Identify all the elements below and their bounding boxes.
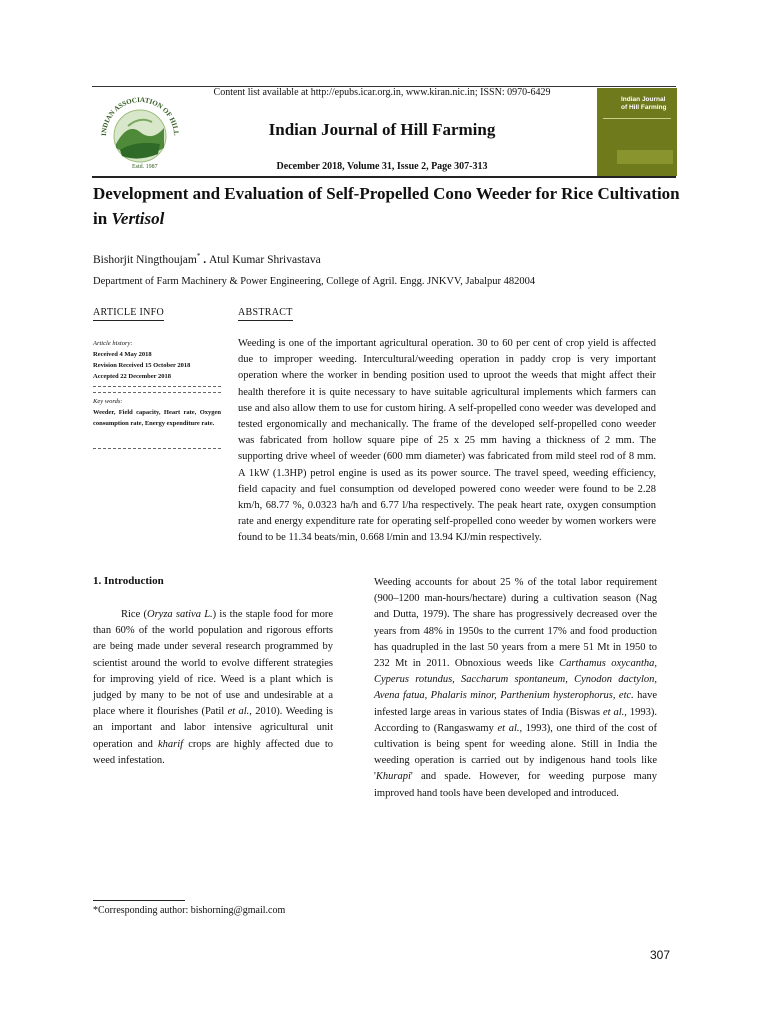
intro-paragraph-1: Rice (Oryza sativa L.) is the staple food for more than 60% of the world population and rigorous efforts are being made under several research programmed by scientist around the world to evolve different strategies for improving yield of rice. Weed is a plant which is judged by many to be not of use and undesirable at a place where it flourishes (Patil et al., 2010). Weeding is an important and labor intensive agricultural unit operation and kharif crops are highly affected due to weed infestation. bbox=[93, 609, 333, 766]
intro-paragraph-2: Weeding accounts for about 25 % of the total labor requirement (900–1200 man-hours/hectare) during a cultivation season (Nag and Dutta, 1979). The share has progressively decreased over the years from 48% in 1950s to the current 17% and food production has quadrupled in the last 50 years from a mere 51 Mt in 1950 to 232 Mt in 2011. Obnoxious weeds like Carthamus oxycantha, Cyperus rotundus, Saccharum spontaneum, Cynodon dactylon, Avena fatua, Phalaris minor, Parthenium hysterophorus, etc. have infested large areas in various states of India (Biswas et al., 1993). According to (Rangaswamy et al., 1993), one third of the cost of cultivation is being spent for weeding alone. Still in India the weeding operation is carried out by indigenous hand tools like 'Khurapi' and spade. However, for weeding purpose many improved hand tools have been developed and introduced. bbox=[374, 577, 658, 799]
keywords-block bbox=[93, 396, 221, 429]
keywords-label: Key words: bbox=[93, 398, 123, 405]
corresponding-author-note bbox=[93, 905, 285, 916]
affiliation: Department of Farm Machinery & Power Engineering, College of Agril. Engg. JNKVV, Jabalpur 482004 bbox=[93, 276, 536, 287]
footnote-email[interactable]: bishorning@gmail.com bbox=[190, 905, 286, 916]
abstract-heading: ABSTRACT bbox=[238, 307, 293, 318]
article-title-main: Development and Evaluation of Self-Propelled Cono Weeder for Rice Cultivation in bbox=[93, 184, 680, 228]
accepted-date: Accepted 22 December 2018 bbox=[93, 373, 172, 380]
author-line bbox=[93, 252, 321, 266]
author-2: Atul Kumar Shrivastava bbox=[208, 253, 321, 266]
history-label: Article history: bbox=[93, 340, 133, 347]
corresponding-mark: * bbox=[196, 252, 201, 260]
keywords-text: Weeder, Field capacity, Heart rate, Oxygen consumption rate, Energy expenditure rate. bbox=[93, 409, 221, 427]
journal-name: Indian Journal of Hill Farming bbox=[268, 120, 496, 139]
logo-ring-text: INDIAN ASSOCIATION OF HILL bbox=[99, 95, 181, 137]
article-title-italic: Vertisol bbox=[111, 209, 165, 228]
info-divider-2 bbox=[93, 392, 221, 393]
cover-title: Indian Journal of Hill Farming bbox=[621, 96, 667, 111]
page-number: 307 bbox=[650, 948, 671, 962]
introduction-heading: 1. Introduction bbox=[93, 575, 164, 587]
footnote-rule bbox=[93, 900, 185, 901]
info-divider-1 bbox=[93, 386, 221, 387]
article-title bbox=[93, 181, 683, 231]
footnote-label: *Corresponding author: bbox=[93, 905, 189, 916]
journal-cover-thumbnail bbox=[597, 88, 677, 176]
abstract-text: Weeding is one of the important agricultural operation. 30 to 60 per cent of crop yield is affected due to improper weeding. Intercultural/weeding operation in paddy crop is very important operation where the worker in bending position used to uproot the weeds that might affect their health therefore it is quite necessary to have suitable agricultural implements which farmers can use and also allow them to use for custom hiring. A self-propelled cono weeder was developed and tested ergonomically and mechanically. The frame of the developed self-propelled cono weeder was fabricated from hollow square pipe of 25 x 25 mm having a thickness of 2 mm. The supporting drive wheel of weeder (600 mm diameter) was fabricated from mild steel rod of 8 mm. A 1kW (1.3HP) petrol engine is used as its power source. The travel speed, weeding efficiency, field capacity and fuel consumption od developed powered cono weeder were found to be 2.28 km/h, 68.77 %, 0.0323 ha/h and 6.77 l/ha respectively. The peak heart rate, oxygen consumption rate and energy expenditure rate for operating self-propelled cono weeder by women workers were found to be 11.34 beats/min, 0.668 l/min and 13.94 KJ/min respectively. bbox=[238, 338, 656, 544]
article-info-heading: ARTICLE INFO bbox=[93, 307, 164, 318]
author-1: Bishorjit Ningthoujam bbox=[93, 253, 197, 266]
article-history bbox=[93, 338, 221, 382]
info-divider-3 bbox=[93, 448, 221, 449]
logo-estd-text: Estd. 1987 bbox=[132, 164, 158, 170]
author-separator: . bbox=[200, 253, 209, 266]
received-date: Received 4 May 2018 bbox=[93, 351, 152, 358]
header-bottom-rule bbox=[92, 176, 676, 178]
issue-line: December 2018, Volume 31, Issue 2, Page 307-313 bbox=[276, 161, 488, 172]
revision-date: Revision Received 15 October 2018 bbox=[93, 362, 191, 369]
content-list-line: Content list available at http://epubs.icar.org.in, www.kiran.nic.in; ISSN: 0970-6429 bbox=[213, 87, 551, 98]
